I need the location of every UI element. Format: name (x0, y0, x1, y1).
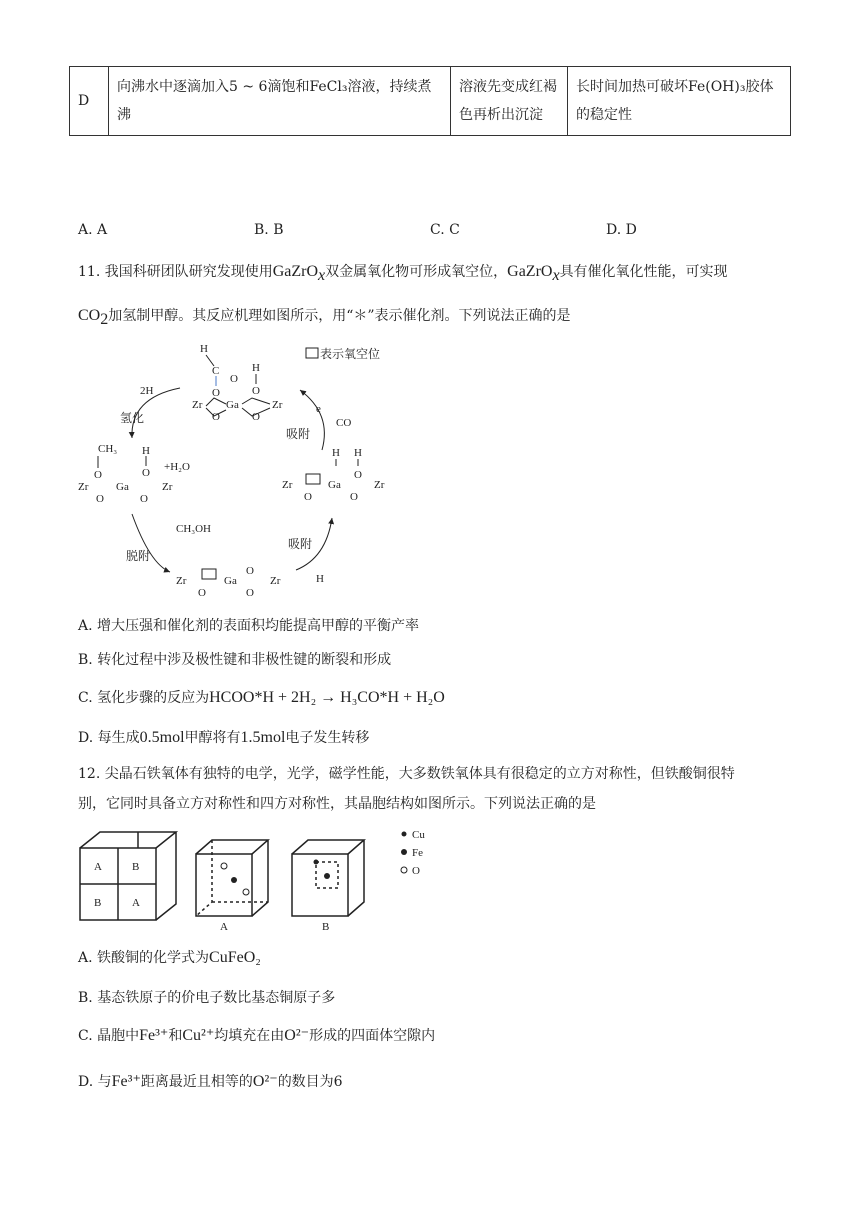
atom-o: O (304, 491, 312, 503)
crystal-cell-figure (76, 826, 436, 934)
o-atom (221, 863, 227, 869)
option-c-equation: HCOO*H + 2H₂ → H₃CO*H + H₂O (209, 689, 445, 706)
option-c-suffix: 形成的四面体空隙内 (309, 1028, 436, 1044)
label-adsorption-1: 吸附 (286, 427, 311, 441)
atom-zr: Zr (78, 481, 89, 493)
oxygen-vacancy-box (202, 569, 216, 579)
atom-zr: Zr (162, 481, 173, 493)
o-atom (243, 889, 249, 895)
o2-ion: O²⁻ (284, 1027, 310, 1044)
atom-o: O (252, 411, 260, 423)
arrow-desorption (132, 514, 170, 572)
atom-o: O (252, 385, 260, 397)
label-e: e (316, 403, 321, 415)
atom-h: H (200, 343, 208, 355)
label-desorption: 脱附 (126, 549, 151, 563)
atom-o: O (198, 587, 206, 599)
legend-o-dot (401, 867, 407, 873)
option-c-prefix: C. 晶胞中 (78, 1028, 140, 1044)
q11-line1 (78, 262, 728, 286)
sub-x-2: x (552, 266, 560, 284)
atom-o: O (96, 493, 104, 505)
label-cube-b: B (322, 921, 330, 933)
conclusion-cell: 长时间加热可破坏Fe(OH)₃胶体的稳定性 (568, 67, 791, 136)
cu2-ion: Cu²⁺ (182, 1027, 215, 1044)
atom-o: O (354, 469, 362, 481)
value-05mol: 0.5mol (139, 729, 185, 746)
atom-h: H (142, 445, 150, 457)
legend-o: O (412, 865, 420, 877)
block-b: B (94, 897, 102, 909)
option-c-prefix: C. 氢化步骤的反应为 (78, 690, 210, 706)
gazro-formula: GaZrO (272, 263, 319, 280)
q11-text-c: 具有催化氧化性能，可实现 (559, 264, 728, 280)
choice-c[interactable]: C. C (430, 222, 460, 238)
option-c-mid: 均填充在由 (214, 1028, 285, 1044)
choice-d[interactable]: D. D (606, 222, 637, 238)
fe-atom (324, 873, 330, 879)
q11-option-c[interactable] (78, 688, 445, 708)
q12-line2: 别，它同时具备立方对称性和四方对称性，其晶胞结构如图所示。下列说法正确的是 (78, 796, 596, 812)
row-label: D (70, 67, 109, 136)
q11-option-b[interactable]: B. 转化过程中涉及极性键和非极性键的断裂和形成 (78, 652, 392, 668)
q11-text-a: 11. 我国科研团队研究发现使用 (78, 264, 273, 280)
q11-line2 (78, 306, 571, 330)
legend-cu-dot (402, 832, 407, 837)
atom-zr: Zr (176, 575, 187, 587)
atom-ga: Ga (328, 479, 341, 491)
cu-atom (314, 860, 319, 865)
q12-option-a[interactable] (78, 948, 261, 968)
sub-2: 2 (100, 310, 109, 328)
q12-line1: 12. 尖晶石铁氧体有独特的电学，光学，磁学性能，大多数铁氧体具有很稳定的立方对称性，但铁酸铜很特 (78, 766, 735, 782)
label-2h2: 2H (140, 385, 154, 397)
block-a: A (94, 861, 102, 873)
atom-zr: Zr (192, 399, 203, 411)
sub-x: x (318, 266, 326, 284)
q11-text-line2: 加氢制甲醇。其反应机理如图所示，用“＊”表示催化剂。下列说法正确的是 (108, 308, 571, 324)
atom-zr: Zr (270, 575, 281, 587)
atom-o: O (230, 373, 238, 385)
label-adsorption-2: 吸附 (288, 537, 313, 551)
experiment-table (69, 66, 791, 136)
fe3-ion: Fe³⁺ (111, 1073, 141, 1090)
atom-ga: Ga (116, 481, 129, 493)
label-hydrogenation: 氢化 (120, 411, 145, 425)
vacancy-legend: 表示氧空位 (320, 347, 381, 361)
atom-zr: Zr (282, 479, 293, 491)
fe-atom (231, 877, 237, 883)
group-ch3: CH₃ (98, 443, 118, 455)
legend-cu: Cu (412, 829, 425, 841)
option-d-suffix: 电子发生转移 (285, 730, 370, 746)
atom-o: O (212, 387, 220, 399)
choice-b[interactable]: B. B (254, 222, 284, 238)
option-d-mid: 距离最近且相等的 (140, 1074, 253, 1090)
co2-formula: CO (78, 307, 101, 324)
fe3-ion: Fe³⁺ (139, 1027, 169, 1044)
atom-o: O (246, 587, 254, 599)
q11-text-b: 双金属氧化物可形成氧空位， (325, 264, 508, 280)
atom-o: O (246, 565, 254, 577)
phenomenon-cell: 溶液先变成红褐色再析出沉淀 (451, 67, 568, 136)
atom-c: C (212, 365, 220, 377)
atom-ga: Ga (224, 575, 237, 587)
atom-o: O (212, 411, 220, 423)
option-a-prefix: A. 铁酸铜的化学式为 (78, 950, 210, 966)
label-h2: H (316, 573, 324, 585)
atom-o: O (350, 491, 358, 503)
atom-zr: Zr (374, 479, 385, 491)
option-c-and: 和 (168, 1028, 183, 1044)
atom-o: O (142, 467, 150, 479)
q11-option-a[interactable]: A. 增大压强和催化剂的表面积均能提高甲醇的平衡产率 (78, 618, 420, 634)
o2-ion: O²⁻ (252, 1073, 278, 1090)
operation-cell: 向沸水中逐滴加入5 ~ 6滴饱和FeCl₃溶液，持续煮沸 (109, 67, 451, 136)
legend-fe-dot (401, 849, 407, 855)
atom-h: H (252, 362, 260, 374)
cufeo2-formula: CuFeO₂ (209, 949, 261, 966)
block-b: B (132, 861, 140, 873)
vacancy-legend-box (306, 348, 318, 358)
atom-h: H (354, 447, 362, 459)
option-d-mid: 甲醇将有 (184, 730, 241, 746)
option-d-prefix: D. 与 (78, 1074, 112, 1090)
label-cube-a: A (220, 921, 228, 933)
legend-fe: Fe (412, 847, 423, 859)
atom-ga: Ga (226, 399, 239, 411)
oxygen-vacancy-box (306, 474, 320, 484)
option-d-prefix: D. 每生成 (78, 730, 140, 746)
q12-option-b[interactable]: B. 基态铁原子的价电子数比基态铜原子多 (78, 990, 336, 1006)
mechanism-diagram (70, 338, 410, 600)
h2o-label: +H₂O (164, 461, 190, 473)
q12-option-d[interactable] (78, 1072, 343, 1092)
label-ch3oh: CH₃OH (176, 523, 212, 535)
gazro-formula-2: GaZrO (507, 263, 553, 280)
choice-a[interactable]: A. A (78, 222, 108, 238)
block-a: A (132, 897, 140, 909)
atom-o: O (140, 493, 148, 505)
arrow-adsorption-co2 (300, 390, 324, 450)
q12-option-c[interactable] (78, 1026, 435, 1046)
atom-zr: Zr (272, 399, 283, 411)
atom-h: H (332, 447, 340, 459)
q11-option-d[interactable] (78, 728, 369, 748)
table-row (70, 67, 791, 136)
option-d-suffix: 的数目为6 (277, 1074, 343, 1090)
atom-o: O (94, 469, 102, 481)
value-15mol: 1.5mol (240, 729, 286, 746)
label-co2: CO (336, 417, 352, 429)
